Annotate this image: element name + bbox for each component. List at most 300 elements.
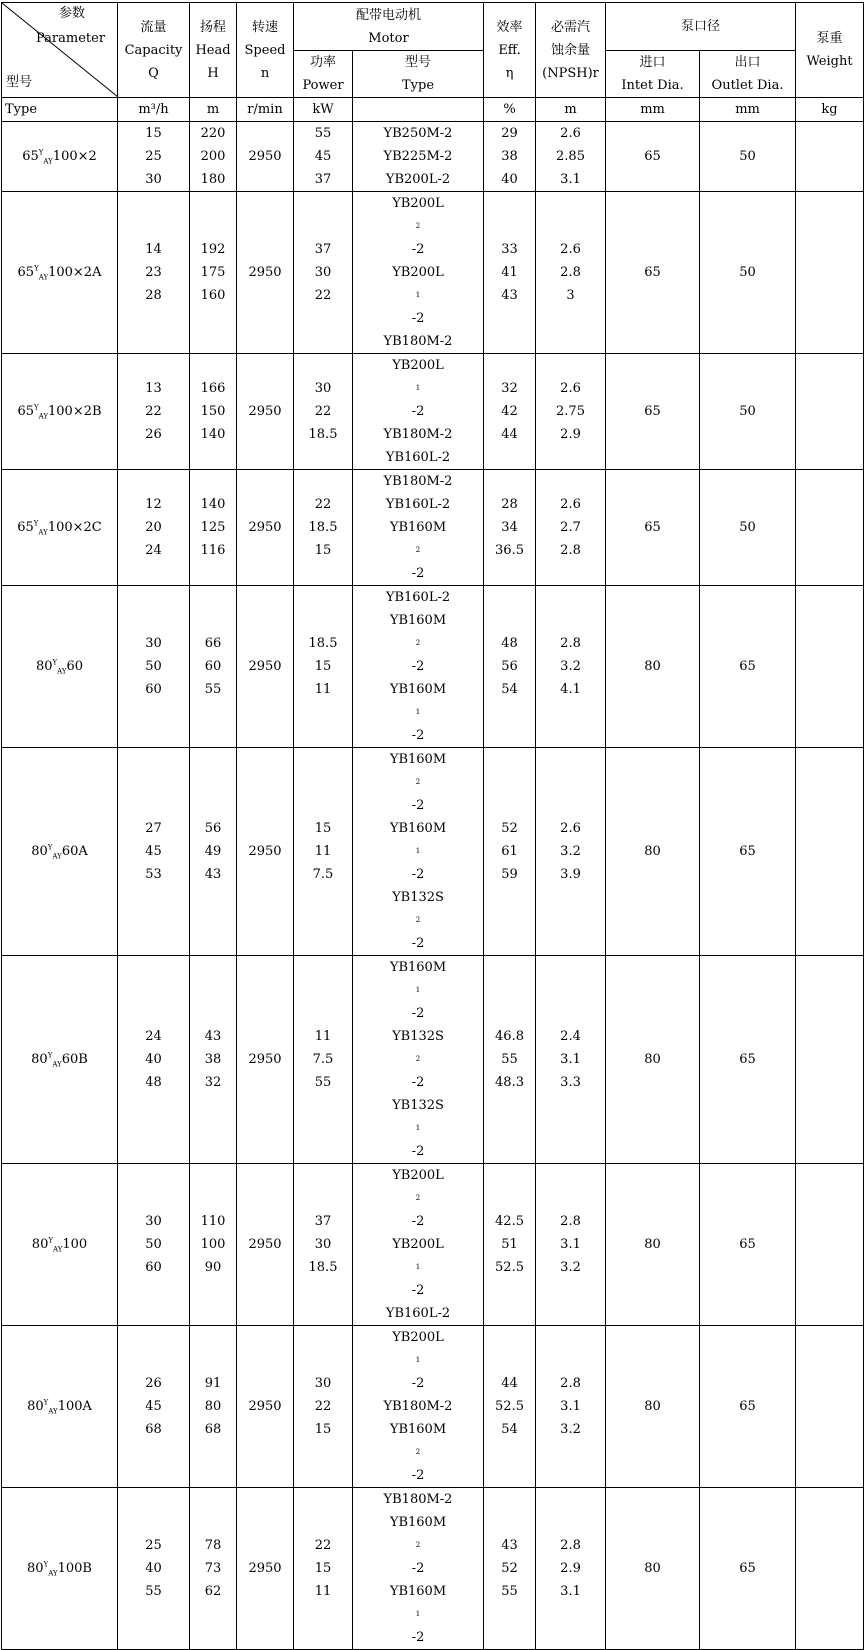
motor-type-rest: -2 bbox=[411, 1144, 425, 1159]
npsh-value: 2.6 bbox=[560, 126, 581, 141]
power bbox=[294, 586, 353, 748]
power-value: 22 bbox=[314, 1538, 332, 1553]
type-suffix: 60 bbox=[66, 659, 84, 674]
motor-type-value bbox=[353, 470, 483, 493]
type-cn-label: 型号 bbox=[6, 75, 33, 90]
unit-power: kW bbox=[294, 98, 353, 122]
head-value: 38 bbox=[204, 1052, 222, 1067]
eff-value: 48 bbox=[501, 636, 518, 651]
power-value: 18.5 bbox=[308, 427, 338, 442]
power-value: 11 bbox=[314, 1029, 332, 1044]
speed-header: 转速 Speed n bbox=[237, 3, 294, 98]
outlet-cell: 50 bbox=[700, 354, 796, 470]
inlet-cell: 80 bbox=[606, 1326, 700, 1488]
type-prefix: 80 bbox=[31, 1237, 49, 1252]
head-value: 49 bbox=[204, 844, 222, 859]
motor-type-base: YB200L bbox=[392, 1168, 444, 1183]
power-value: 18.5 bbox=[308, 1260, 338, 1275]
type-sub: AY bbox=[52, 1245, 63, 1254]
eff-value: 28 bbox=[501, 497, 518, 512]
motor-type-sub: 2 bbox=[415, 1541, 421, 1549]
head-value: 91 bbox=[204, 1376, 222, 1391]
head-value: 116 bbox=[200, 543, 226, 558]
head-value: 43 bbox=[204, 1029, 222, 1044]
unit-capacity: m³/h bbox=[118, 98, 190, 122]
weight-cell bbox=[796, 1164, 864, 1326]
pump-row bbox=[2, 122, 864, 192]
capacity bbox=[118, 1488, 190, 1650]
eff-value: 38 bbox=[501, 149, 518, 164]
motor-type-sub: 1 bbox=[415, 986, 421, 994]
power bbox=[294, 192, 353, 354]
type-suffix: 60B bbox=[61, 1052, 88, 1067]
param-cn-label: 参数 bbox=[59, 6, 86, 21]
head-value: 32 bbox=[204, 1075, 222, 1090]
power bbox=[294, 470, 353, 586]
head-value: 56 bbox=[204, 821, 222, 836]
pump-type-cell bbox=[2, 586, 118, 748]
power bbox=[294, 1164, 353, 1326]
motor-type-base: YB180M-2 bbox=[383, 1492, 453, 1507]
header-corner-cell bbox=[2, 3, 118, 98]
motor-type-value bbox=[353, 1025, 483, 1094]
eff-value: 59 bbox=[501, 867, 518, 882]
motor-type-value bbox=[353, 1418, 483, 1487]
npsh-value: 2.8 bbox=[560, 1214, 581, 1229]
capacity-value: 68 bbox=[145, 1422, 162, 1437]
motor-type-value bbox=[353, 609, 483, 678]
speed-cell: 2950 bbox=[237, 122, 294, 192]
power-value: 15 bbox=[314, 543, 332, 558]
eff-value: 51 bbox=[501, 1237, 518, 1252]
eff-value: 52.5 bbox=[495, 1260, 524, 1275]
head bbox=[190, 956, 237, 1164]
eff bbox=[484, 748, 536, 956]
head-value: 160 bbox=[200, 288, 226, 303]
motor-type-sub: 1 bbox=[415, 1610, 421, 1618]
dia-header: 泵口径 bbox=[606, 3, 796, 51]
eff bbox=[484, 192, 536, 354]
outlet-cell: 50 bbox=[700, 192, 796, 354]
capacity-value: 12 bbox=[145, 497, 162, 512]
power-value: 7.5 bbox=[312, 867, 334, 882]
head bbox=[190, 1488, 237, 1650]
motor-type-rest: -2 bbox=[411, 1214, 425, 1229]
motor-type-value bbox=[353, 1488, 483, 1511]
motor-type-rest: -2 bbox=[411, 867, 425, 882]
npsh-value: 3.1 bbox=[560, 172, 581, 187]
npsh-value: 2.9 bbox=[560, 1561, 581, 1576]
type-sub: AY bbox=[48, 1569, 58, 1578]
capacity-value: 23 bbox=[145, 265, 162, 280]
motor-type-rest: -2 bbox=[411, 936, 425, 951]
weight-cell bbox=[796, 122, 864, 192]
eff bbox=[484, 1164, 536, 1326]
motor-type-sub: 1 bbox=[415, 1124, 421, 1132]
npsh-value: 3.2 bbox=[560, 1422, 581, 1437]
type-suffix: 100 bbox=[62, 1237, 88, 1252]
head-value: 43 bbox=[204, 867, 222, 882]
power bbox=[294, 956, 353, 1164]
power-value: 22 bbox=[314, 288, 332, 303]
type-sup: Y bbox=[43, 1560, 49, 1569]
eff-value: 43 bbox=[501, 1538, 518, 1553]
pump-spec-table bbox=[1, 2, 864, 1650]
capacity-value: 20 bbox=[145, 520, 162, 535]
capacity bbox=[118, 1164, 190, 1326]
weight-cell bbox=[796, 1326, 864, 1488]
type-prefix: 80 bbox=[31, 1052, 48, 1067]
eff-value: 34 bbox=[501, 520, 518, 535]
capacity bbox=[118, 586, 190, 748]
power-value: 30 bbox=[314, 381, 332, 396]
power bbox=[294, 1488, 353, 1650]
type-sub: AY bbox=[43, 157, 53, 166]
head-value: 150 bbox=[200, 404, 226, 419]
motor-type-base: YB132S bbox=[392, 1029, 444, 1044]
capacity bbox=[118, 122, 190, 192]
outlet-cell: 50 bbox=[700, 470, 796, 586]
eff-value: 55 bbox=[501, 1584, 518, 1599]
capacity-value: 13 bbox=[145, 381, 162, 396]
motor-type-header: 型号 Type bbox=[353, 51, 484, 98]
motor-type-rest: -2 bbox=[411, 1468, 425, 1483]
head-value: 200 bbox=[200, 149, 226, 164]
inlet-cell: 80 bbox=[606, 1488, 700, 1650]
motor-type-rest: -2 bbox=[411, 1006, 425, 1021]
eff bbox=[484, 470, 536, 586]
outlet-cell: 65 bbox=[700, 956, 796, 1164]
pump-row bbox=[2, 192, 864, 354]
npsh-value: 2.8 bbox=[560, 543, 581, 558]
motor-type bbox=[353, 956, 484, 1164]
unit-speed: r/min bbox=[237, 98, 294, 122]
capacity-value: 24 bbox=[145, 1029, 162, 1044]
pump-type-cell bbox=[2, 1326, 118, 1488]
pump-type-cell bbox=[2, 354, 118, 470]
motor-type-value bbox=[353, 1164, 483, 1233]
head-value: 140 bbox=[200, 427, 226, 442]
type-prefix: 65 bbox=[22, 149, 39, 164]
motor-type bbox=[353, 586, 484, 748]
type-sup: Y bbox=[47, 843, 53, 852]
param-en-label: Parameter bbox=[36, 31, 106, 46]
motor-type-value bbox=[353, 1094, 483, 1163]
pump-row bbox=[2, 470, 864, 586]
type-sub: AY bbox=[38, 528, 48, 537]
eff-value: 54 bbox=[501, 1422, 518, 1437]
power-value: 30 bbox=[314, 265, 332, 280]
eff-value: 42.5 bbox=[495, 1214, 524, 1229]
power-value: 37 bbox=[314, 172, 332, 187]
outlet-cell: 65 bbox=[700, 1326, 796, 1488]
pump-row bbox=[2, 1488, 864, 1650]
motor-type-base: YB160M bbox=[389, 520, 447, 535]
type-en-label: Type bbox=[2, 98, 118, 122]
npsh bbox=[536, 1164, 606, 1326]
capacity-value: 25 bbox=[145, 149, 162, 164]
head-value: 55 bbox=[204, 682, 222, 697]
motor-type-base: YB160M bbox=[389, 1515, 447, 1530]
eff-value: 52 bbox=[501, 821, 518, 836]
type-suffix: 60A bbox=[61, 844, 88, 859]
power-value: 11 bbox=[314, 1584, 332, 1599]
type-sup: Y bbox=[33, 519, 39, 528]
npsh-value: 2.9 bbox=[560, 427, 581, 442]
pump-row bbox=[2, 956, 864, 1164]
motor-type-base: YB160M bbox=[389, 613, 447, 628]
motor-type-base: YB160L-2 bbox=[385, 450, 451, 465]
power-value: 37 bbox=[314, 242, 332, 257]
motor-type-base: YB132S bbox=[392, 890, 444, 905]
type-suffix: 100A bbox=[57, 1399, 92, 1414]
pump-row bbox=[2, 586, 864, 748]
npsh bbox=[536, 1326, 606, 1488]
head-value: 68 bbox=[204, 1422, 222, 1437]
npsh-value: 2.6 bbox=[560, 381, 581, 396]
power-value: 22 bbox=[314, 497, 332, 512]
motor-type-base: YB200L bbox=[392, 196, 444, 211]
eff-value: 46.8 bbox=[495, 1029, 524, 1044]
motor-type-value bbox=[353, 1511, 483, 1580]
head-value: 100 bbox=[200, 1237, 226, 1252]
eff-value: 29 bbox=[501, 126, 518, 141]
type-prefix: 65 bbox=[17, 404, 34, 419]
head bbox=[190, 1326, 237, 1488]
head-value: 166 bbox=[200, 381, 226, 396]
motor-type-rest: -2 bbox=[411, 1630, 425, 1645]
inlet-header: 进口 Intet Dia. bbox=[606, 51, 700, 98]
power-value: 11 bbox=[314, 682, 332, 697]
npsh-value: 3.1 bbox=[560, 1052, 581, 1067]
npsh bbox=[536, 748, 606, 956]
capacity-value: 45 bbox=[145, 844, 162, 859]
unit-motor-type bbox=[353, 98, 484, 122]
weight-cell bbox=[796, 956, 864, 1164]
capacity-value: 50 bbox=[145, 1237, 162, 1252]
weight-header: 泵重 Weight bbox=[796, 3, 864, 98]
capacity-value: 15 bbox=[145, 126, 162, 141]
npsh-value: 3.2 bbox=[560, 844, 581, 859]
head bbox=[190, 586, 237, 748]
capacity-value: 48 bbox=[145, 1075, 162, 1090]
motor-type-value bbox=[353, 748, 483, 817]
motor-type-value bbox=[353, 261, 483, 330]
npsh bbox=[536, 122, 606, 192]
motor-type-value bbox=[353, 1326, 483, 1395]
head-value: 62 bbox=[204, 1584, 222, 1599]
motor-type bbox=[353, 354, 484, 470]
capacity bbox=[118, 748, 190, 956]
type-suffix: 100×2 bbox=[52, 149, 97, 164]
head bbox=[190, 748, 237, 956]
eff-value: 41 bbox=[501, 265, 518, 280]
motor-type-sub: 2 bbox=[415, 1448, 421, 1456]
capacity-value: 24 bbox=[145, 543, 162, 558]
type-suffix: 100×2B bbox=[48, 404, 102, 419]
eff bbox=[484, 354, 536, 470]
motor-type-base: YB132S bbox=[392, 1098, 444, 1113]
motor-type-value bbox=[353, 1233, 483, 1302]
npsh-value: 3.1 bbox=[560, 1584, 581, 1599]
inlet-cell: 80 bbox=[606, 1164, 700, 1326]
eff-header: 效率 Eff. η bbox=[484, 3, 536, 98]
pump-type-cell bbox=[2, 956, 118, 1164]
speed-cell: 2950 bbox=[237, 748, 294, 956]
capacity-header: 流量 Capacity Q bbox=[118, 3, 190, 98]
head bbox=[190, 192, 237, 354]
motor-type-rest: -2 bbox=[411, 242, 425, 257]
capacity-value: 25 bbox=[145, 1538, 162, 1553]
power-value: 18.5 bbox=[308, 636, 338, 651]
speed-cell: 2950 bbox=[237, 956, 294, 1164]
power bbox=[294, 122, 353, 192]
type-sup: Y bbox=[34, 264, 39, 273]
motor-type-value bbox=[353, 817, 483, 886]
motor-type-base: YB180M-2 bbox=[383, 1399, 453, 1414]
npsh-value: 3.1 bbox=[560, 1399, 581, 1414]
motor-type-sub: 2 bbox=[415, 1194, 421, 1202]
capacity-value: 30 bbox=[145, 1214, 162, 1229]
capacity-value: 26 bbox=[145, 1376, 162, 1391]
capacity bbox=[118, 354, 190, 470]
head-value: 140 bbox=[200, 497, 226, 512]
eff-value: 56 bbox=[501, 659, 518, 674]
eff-value: 52 bbox=[501, 1561, 518, 1576]
type-prefix: 80 bbox=[35, 659, 53, 674]
power-value: 37 bbox=[314, 1214, 332, 1229]
weight-cell bbox=[796, 748, 864, 956]
motor-type bbox=[353, 1164, 484, 1326]
power-value: 30 bbox=[314, 1376, 332, 1391]
unit-outlet: mm bbox=[700, 98, 796, 122]
eff-value: 61 bbox=[501, 844, 518, 859]
capacity-value: 14 bbox=[145, 242, 162, 257]
type-prefix: 65 bbox=[17, 265, 35, 280]
motor-type-sub: 2 bbox=[415, 546, 421, 554]
npsh bbox=[536, 586, 606, 748]
eff-value: 52.5 bbox=[495, 1399, 524, 1414]
motor-type-rest: -2 bbox=[411, 728, 425, 743]
outlet-cell: 65 bbox=[700, 1488, 796, 1650]
capacity-value: 30 bbox=[145, 636, 162, 651]
motor-type-rest: -2 bbox=[411, 566, 425, 581]
npsh bbox=[536, 354, 606, 470]
motor-type-sub: 2 bbox=[415, 778, 421, 786]
motor-type bbox=[353, 1488, 484, 1650]
motor-type-value bbox=[353, 446, 483, 469]
npsh-value: 2.8 bbox=[560, 1538, 581, 1553]
capacity-value: 60 bbox=[145, 1260, 162, 1275]
outlet-header: 出口 Outlet Dia. bbox=[700, 51, 796, 98]
pump-row bbox=[2, 748, 864, 956]
npsh-value: 2.8 bbox=[560, 636, 581, 651]
speed-cell: 2950 bbox=[237, 1164, 294, 1326]
inlet-cell: 80 bbox=[606, 748, 700, 956]
unit-head: m bbox=[190, 98, 237, 122]
eff-value: 33 bbox=[501, 242, 518, 257]
motor-type-sub: 1 bbox=[415, 1263, 421, 1271]
npsh-value: 2.85 bbox=[556, 149, 585, 164]
motor-type bbox=[353, 748, 484, 956]
npsh-value: 2.6 bbox=[560, 821, 581, 836]
power-value: 18.5 bbox=[308, 520, 338, 535]
motor-type-value bbox=[353, 956, 483, 1025]
unit-eff: % bbox=[484, 98, 536, 122]
outlet-cell: 50 bbox=[700, 122, 796, 192]
speed-cell: 2950 bbox=[237, 1488, 294, 1650]
speed-cell: 2950 bbox=[237, 1326, 294, 1488]
capacity-value: 26 bbox=[145, 427, 162, 442]
eff bbox=[484, 1326, 536, 1488]
power-value: 22 bbox=[314, 1399, 332, 1414]
npsh-value: 2.4 bbox=[560, 1029, 581, 1044]
weight-cell bbox=[796, 354, 864, 470]
eff-value: 54 bbox=[501, 682, 518, 697]
motor-type-value bbox=[353, 330, 483, 353]
inlet-cell: 65 bbox=[606, 354, 700, 470]
weight-cell bbox=[796, 586, 864, 748]
npsh-value: 3.2 bbox=[560, 659, 581, 674]
outlet-cell: 65 bbox=[700, 586, 796, 748]
npsh-value: 2.8 bbox=[560, 265, 581, 280]
motor-type-sub: 2 bbox=[415, 222, 421, 230]
eff bbox=[484, 1488, 536, 1650]
capacity-value: 60 bbox=[145, 682, 162, 697]
power-value: 30 bbox=[314, 1237, 332, 1252]
power-value: 55 bbox=[314, 126, 332, 141]
inlet-cell: 80 bbox=[606, 586, 700, 748]
pump-type-cell bbox=[2, 470, 118, 586]
capacity-value: 22 bbox=[145, 404, 162, 419]
eff-value: 55 bbox=[501, 1052, 518, 1067]
inlet-cell: 65 bbox=[606, 470, 700, 586]
motor-type-base: YB200L bbox=[392, 358, 444, 373]
motor-type-value bbox=[353, 168, 483, 191]
npsh-value: 3.9 bbox=[560, 867, 581, 882]
type-sup: Y bbox=[52, 658, 58, 667]
head-value: 175 bbox=[200, 265, 226, 280]
pump-row bbox=[2, 1326, 864, 1488]
power-value: 11 bbox=[314, 844, 332, 859]
motor-type-base: YB160M bbox=[389, 682, 447, 697]
speed-cell: 2950 bbox=[237, 586, 294, 748]
motor-type-value bbox=[353, 122, 483, 145]
power bbox=[294, 1326, 353, 1488]
type-sup: Y bbox=[48, 1236, 53, 1245]
motor-type-base: YB180M-2 bbox=[383, 334, 453, 349]
motor-type-sub: 1 bbox=[415, 708, 421, 716]
motor-type-base: YB180M-2 bbox=[383, 427, 453, 442]
motor-type-sub: 1 bbox=[415, 847, 421, 855]
npsh-value: 3.1 bbox=[560, 1237, 581, 1252]
capacity bbox=[118, 956, 190, 1164]
type-sub: AY bbox=[38, 412, 49, 421]
motor-type-base: YB160M bbox=[389, 821, 447, 836]
capacity bbox=[118, 192, 190, 354]
eff-value: 44 bbox=[501, 1376, 518, 1391]
power-value: 15 bbox=[314, 1422, 332, 1437]
power-header: 功率 Power bbox=[294, 51, 353, 98]
motor-type-rest: -2 bbox=[411, 1376, 425, 1391]
capacity-value: 55 bbox=[145, 1584, 162, 1599]
npsh bbox=[536, 956, 606, 1164]
weight-cell bbox=[796, 1488, 864, 1650]
motor-type-value bbox=[353, 678, 483, 747]
motor-type bbox=[353, 470, 484, 586]
npsh bbox=[536, 470, 606, 586]
weight-cell bbox=[796, 470, 864, 586]
